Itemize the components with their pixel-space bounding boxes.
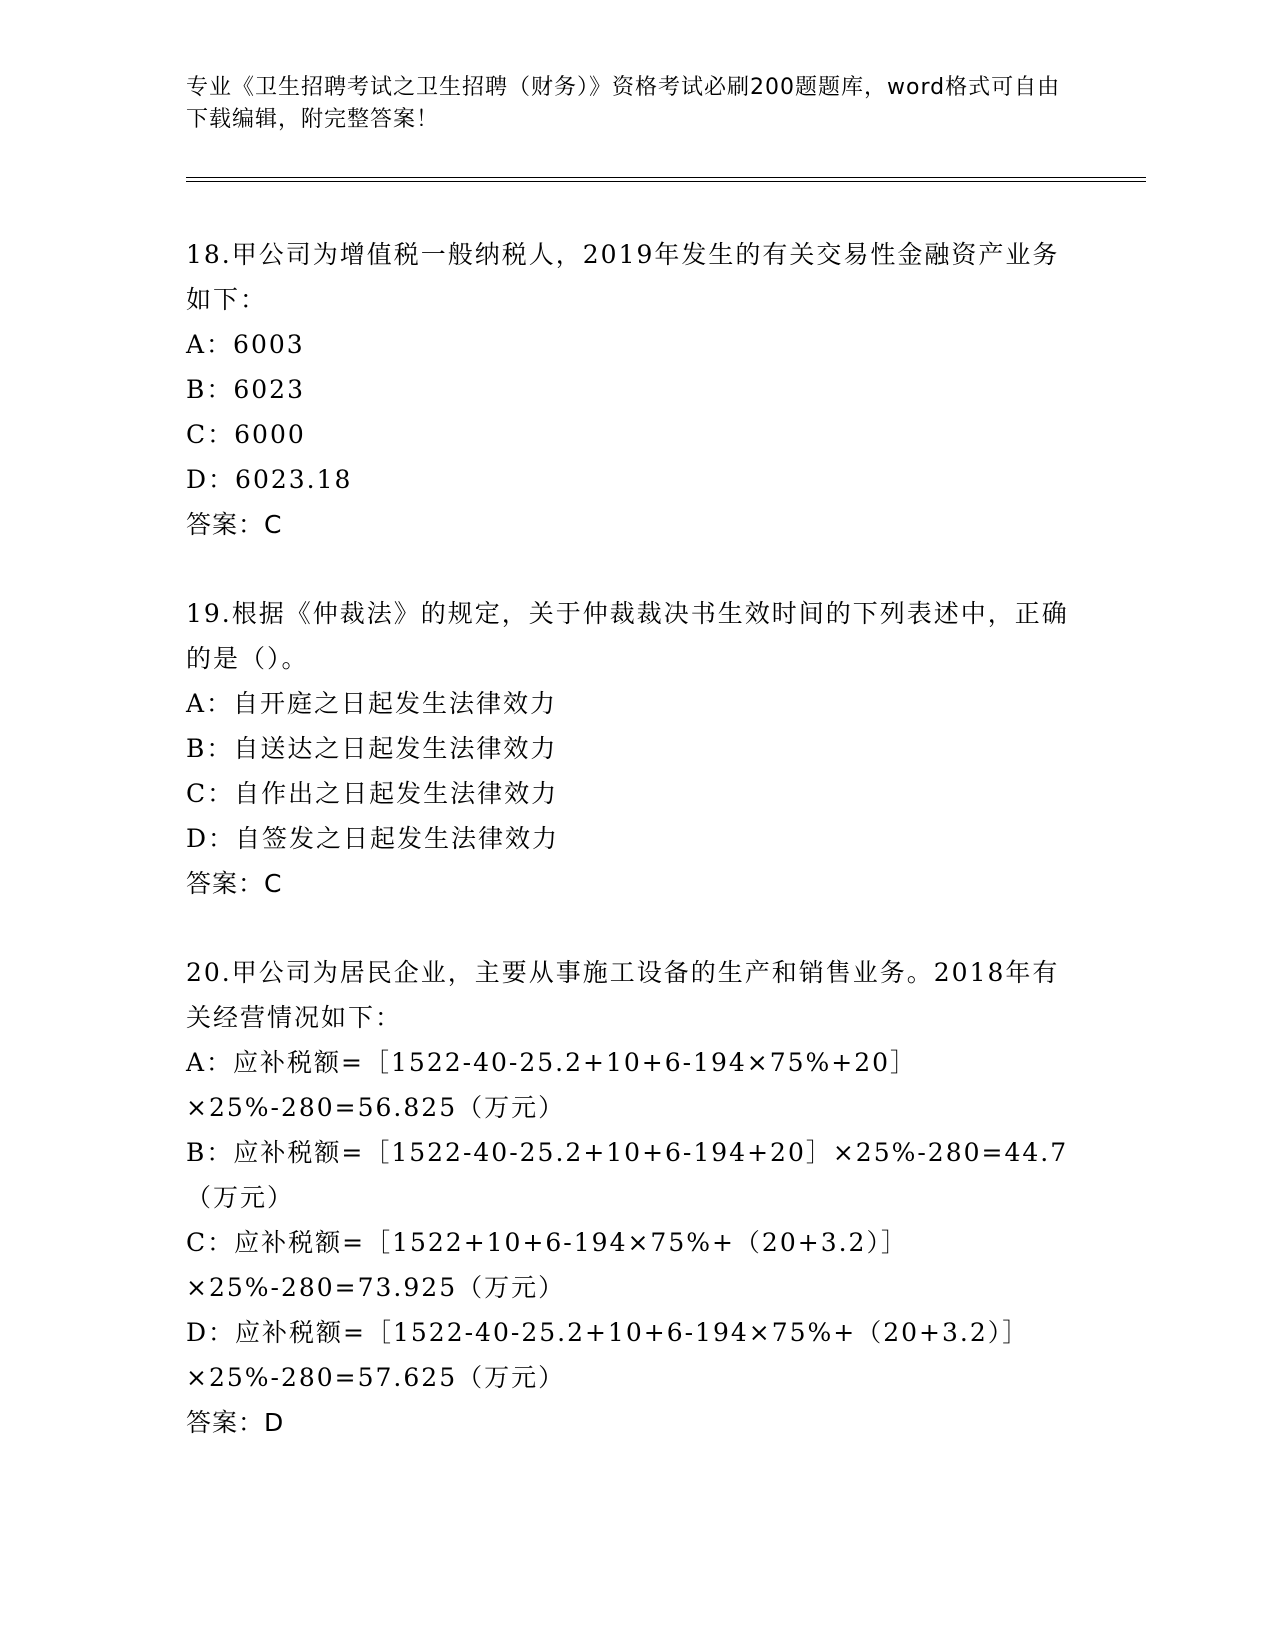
header-divider-secondary — [186, 181, 1146, 182]
document-header: 专业《卫生招聘考试之卫生招聘（财务）》资格考试必刷200题题库，word格式可自由下载编辑，附完整答案！ — [186, 75, 1061, 132]
answer: 答案：C — [186, 510, 283, 539]
option-d: D：6023.18 — [186, 465, 353, 494]
option-b: B：应补税额=［1522-40-25.2+10+6-194+20］×25%-280=44.7（万元） — [186, 1138, 1069, 1212]
option-d: D：自签发之日起发生法律效力 — [186, 824, 560, 853]
header-divider — [186, 177, 1146, 178]
question-list — [186, 232, 1086, 1489]
answer: 答案：D — [186, 1408, 285, 1437]
question-20 — [186, 950, 1086, 1445]
option-c: C：应补税额=［1522+10+6-194×75%+（20+3.2）］×25%-280=73.925（万元） — [186, 1228, 908, 1302]
option-a: A：自开庭之日起发生法律效力 — [186, 689, 558, 718]
answer: 答案：C — [186, 869, 283, 898]
option-a: A：6003 — [186, 330, 305, 359]
question-text: 20.甲公司为居民企业，主要从事施工设备的生产和销售业务。2018年有关经营情况如下： — [186, 958, 1060, 1032]
question-19 — [186, 591, 1086, 906]
option-b: B：6023 — [186, 375, 305, 404]
question-text: 19.根据《仲裁法》的规定，关于仲裁裁决书生效时间的下列表述中，正确的是（）。 — [186, 599, 1069, 673]
option-b: B：自送达之日起发生法律效力 — [186, 734, 558, 763]
question-18 — [186, 232, 1086, 547]
option-a: A：应补税额=［1522-40-25.2+10+6-194×75%+20］×25%-280=56.825（万元） — [186, 1048, 918, 1122]
option-c: C：6000 — [186, 420, 306, 449]
option-c: C：自作出之日起发生法律效力 — [186, 779, 559, 808]
option-d: D：应补税额=［1522-40-25.2+10+6-194×75%+（20+3.2）］×25%-280=57.625（万元） — [186, 1318, 1030, 1392]
question-text: 18.甲公司为增值税一般纳税人，2019年发生的有关交易性金融资产业务如下： — [186, 240, 1060, 314]
